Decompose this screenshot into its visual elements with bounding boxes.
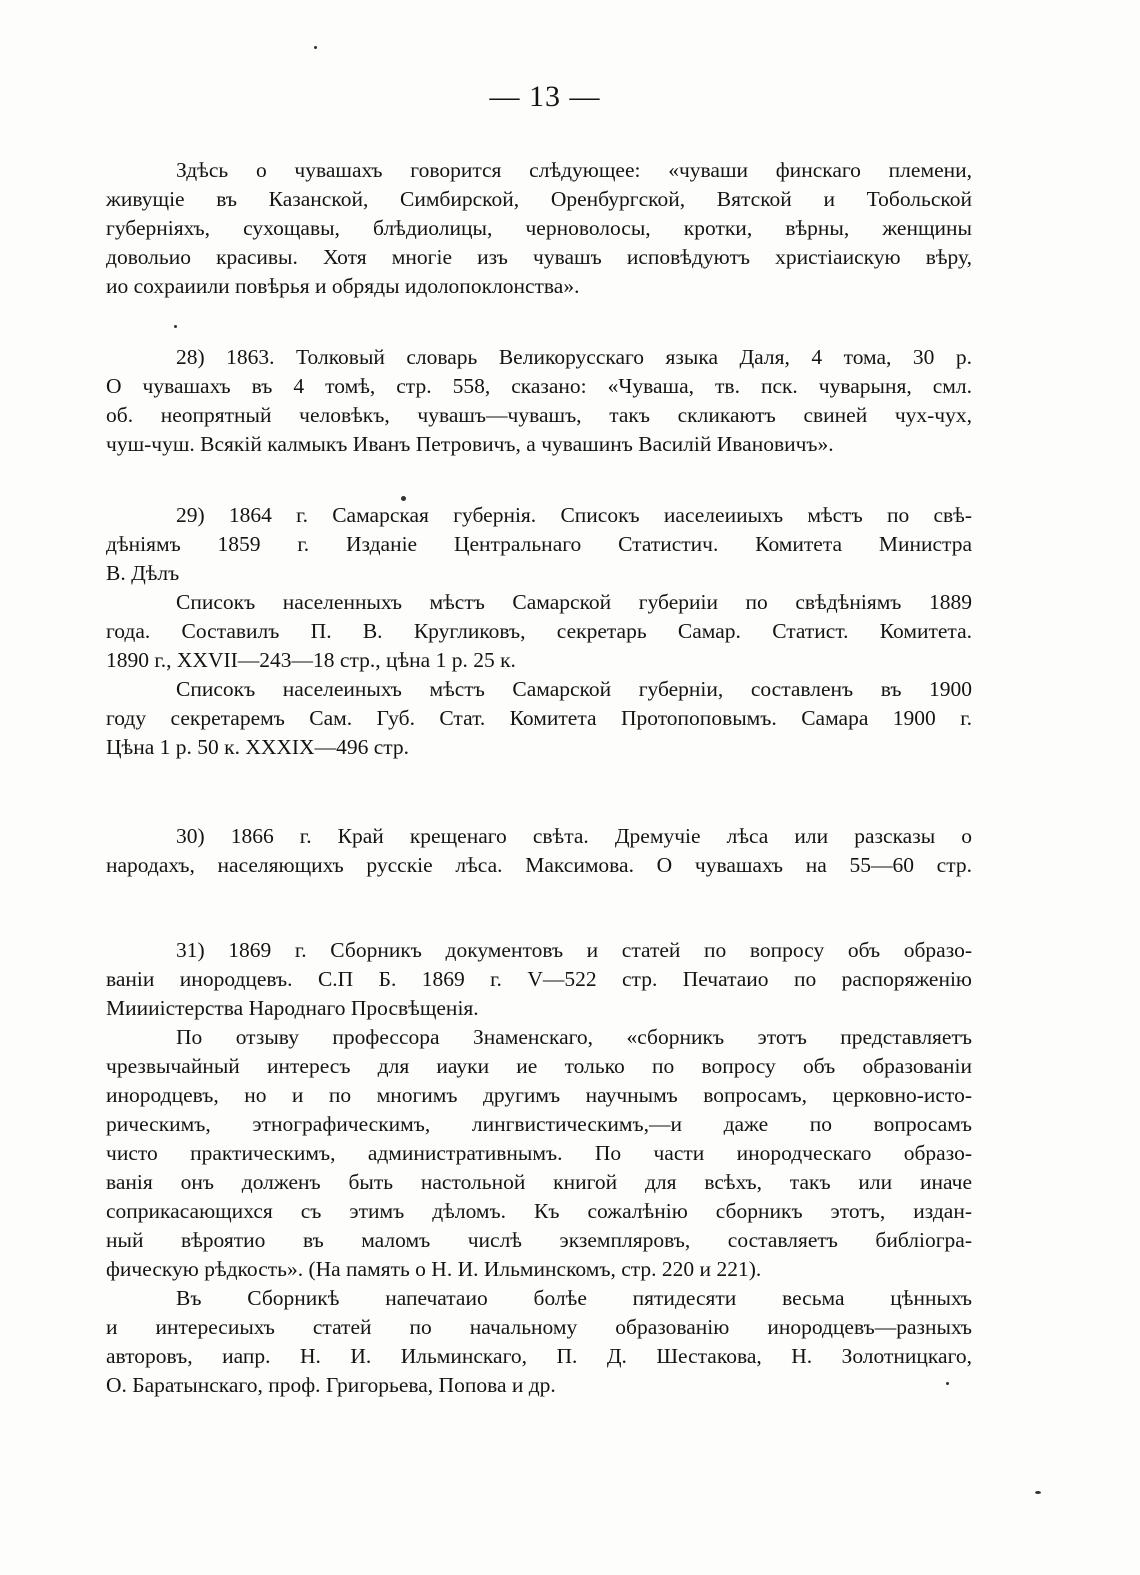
text-line: дѣніямъ 1859 г. Изданіе Центральнаго Статистич. Комитета Министра	[106, 532, 972, 556]
text-line: Списокъ населеиныхъ мѣстъ Самарской губерніи, составленъ въ 1900	[176, 677, 972, 701]
paragraph-chuvash-description	[106, 156, 972, 301]
text-line: ванія онъ долженъ быть настольной книгой для всѣхъ, такъ или иначе	[106, 1170, 972, 1194]
text-line: Списокъ населенныхъ мѣстъ Самарской губериіи по свѣдѣніямъ 1889	[176, 590, 972, 614]
body-text	[106, 156, 972, 1400]
text-line: народахъ, населяющихъ русскіе лѣса. Максимова. О чувашахъ на 55—60 стр.	[106, 853, 972, 877]
entry-29	[106, 501, 972, 588]
entry-31-review	[106, 1023, 972, 1284]
scan-speck	[314, 46, 317, 49]
text-line: году секретаремъ Сам. Губ. Стат. Комитета Протопоповымъ. Самара 1900 г.	[106, 706, 972, 730]
scan-speck	[1035, 1491, 1041, 1494]
text-line: Цѣна 1 р. 50 к. XXXIX—496 стр.	[106, 735, 410, 759]
text-line: фическую рѣдкость». (На память о Н. И. Ильминскомъ, стр. 220 и 221).	[106, 1257, 762, 1281]
text-line: ваніи инородцевъ. С.П Б. 1869 г. V—522 стр. Печатаио по распоряженію	[106, 967, 972, 991]
text-line: 1890 г., XXVII—243—18 стр., цѣна 1 р. 25 к.	[106, 648, 516, 672]
text-line: рическимъ, этнографическимъ, лингвистическимъ,—и даже по вопросамъ	[106, 1112, 972, 1136]
text-line: чрезвычайный интересъ для иауки ие только по вопросу объ образованіи	[106, 1054, 972, 1078]
entry-29-list-1900	[106, 675, 972, 762]
text-line: 30) 1866 г. Край крещенаго свѣта. Дремучіе лѣса или разсказы о	[176, 824, 972, 848]
text-line: чисто практическимъ, административнымъ. По части инородческаго образо-	[106, 1141, 972, 1165]
text-line: и интересиыхъ статей по начальному образованію инородцевъ—разныхъ	[106, 1315, 972, 1339]
text-line: Здѣсь о чувашахъ говорится слѣдующее: «чуваши финскаго племени,	[176, 158, 972, 182]
entry-31	[106, 936, 972, 1023]
entry-30	[106, 822, 972, 880]
text-line: авторовъ, иапр. Н. И. Ильминскаго, П. Д. Шестакова, Н. Золотницкаго,	[106, 1344, 972, 1368]
entry-28	[106, 343, 972, 459]
text-line: инородцевъ, но и по многимъ другимъ научнымъ вопросамъ, церковно-исто-	[106, 1083, 972, 1107]
text-line: В. Дѣлъ	[106, 561, 180, 585]
text-line: чуш-чуш. Всякій калмыкъ Иванъ Петровичъ, а чувашинъ Василій Ивановичъ».	[106, 432, 834, 456]
text-line: О чувашахъ въ 4 томѣ, стр. 558, сказано: «Чуваша, тв. пск. чуварыня, смл.	[106, 374, 972, 398]
text-line: года. Составилъ П. В. Кругликовъ, секретарь Самар. Статист. Комитета.	[106, 619, 972, 643]
text-line: Въ Сборникѣ напечатаио болѣе пятидесяти весьма цѣнныхъ	[176, 1286, 972, 1310]
text-line: губерніяхъ, сухощавы, блѣдиолицы, черноволосы, кротки, вѣрны, женщины	[106, 216, 972, 240]
page-number: — 13 —	[489, 80, 601, 113]
text-line: Миииістерства Народнаго Просвѣщенія.	[106, 996, 479, 1020]
entry-29-list-1889	[106, 588, 972, 675]
text-line: ио сохраиили повѣрья и обряды идолопоклонства».	[106, 274, 580, 298]
scan-speck	[401, 496, 406, 501]
text-line: живущіе въ Казанской, Симбирской, Оренбургской, Вятской и Тобольской	[106, 187, 972, 211]
text-line: об. неопрятный человѣкъ, чувашъ—чувашъ, такъ скликаютъ свиней чух-чух,	[106, 403, 972, 427]
text-line: 29) 1864 г. Самарская губернія. Списокъ иаселеииыхъ мѣстъ по свѣ-	[176, 503, 972, 527]
scan-speck	[946, 1382, 949, 1385]
text-line: ный вѣроятио въ маломъ числѣ экземпляровъ, составляетъ библіогра-	[106, 1228, 972, 1252]
scan-speck	[174, 325, 177, 328]
text-line: О. Баратынскаго, проф. Григорьева, Попова и др.	[106, 1373, 556, 1397]
entry-31-contents	[106, 1284, 972, 1400]
text-line: 31) 1869 г. Сборникъ документовъ и статей по вопросу объ образо-	[176, 938, 972, 962]
text-line: соприкасающихся съ этимъ дѣломъ. Къ сожалѣнію сборникъ этотъ, издан-	[106, 1199, 972, 1223]
text-line: По отзыву профессора Знаменскаго, «сборникъ этотъ представляетъ	[176, 1025, 972, 1049]
text-line: довольио красивы. Хотя многіе изъ чувашъ исповѣдуютъ христіаискую вѣру,	[106, 245, 972, 269]
text-line: 28) 1863. Толковый словарь Великорусскаго языка Даля, 4 тома, 30 р.	[176, 345, 972, 369]
